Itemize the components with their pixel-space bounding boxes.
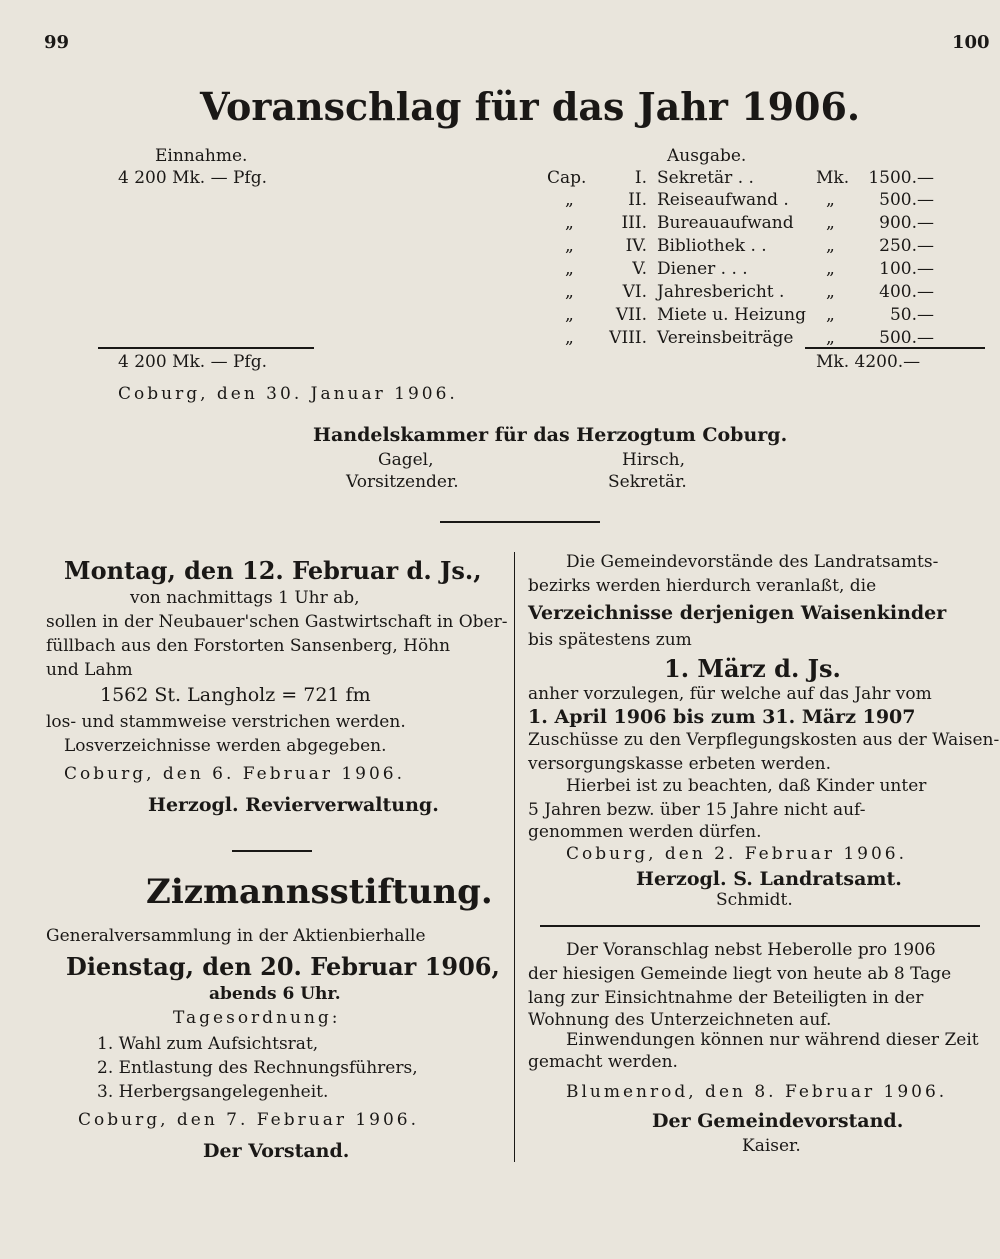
budget-place-date: Coburg, den 30. Januar 1906. (118, 384, 458, 404)
column-divider (514, 552, 515, 1162)
foundation-date: Dienstag, den 20. Februar 1906, (66, 952, 500, 981)
forest-place-date: Coburg, den 6. Februar 1906. (64, 764, 406, 784)
orphan-deadline: 1. März d. Js. (664, 654, 841, 683)
expense-amount: 500.— (879, 328, 934, 348)
right-divider (540, 925, 980, 927)
agenda-item: 3. Herbergsangelegenheit. (97, 1082, 329, 1102)
expense-prefix: „ (826, 305, 835, 325)
forest-line: und Lahm (46, 660, 133, 680)
agenda-item: 1. Wahl zum Aufsichtsrat, (97, 1034, 319, 1054)
forest-line: sollen in der Neubauer'schen Gastwirtschaft in Ober- (46, 612, 508, 632)
forest-line: Losverzeichnisse werden abgegeben. (64, 736, 387, 756)
expense-label: Vereinsbeiträge (657, 328, 794, 348)
expense-roman: I. (634, 168, 647, 188)
signer1-name: Gagel, (378, 450, 434, 470)
signer2-role: Sekretär. (608, 472, 687, 492)
foundation-title: Zizmannsstiftung. (146, 872, 493, 912)
ditto-mark: „ (565, 259, 574, 279)
expense-prefix: „ (826, 259, 835, 279)
expense-roman: VIII. (609, 328, 647, 348)
expense-total: Mk. 4200.— (816, 352, 921, 372)
expense-amount: 100.— (879, 259, 934, 279)
orphan-line: 5 Jahren bezw. über 15 Jahre nicht auf- (528, 800, 866, 820)
orphan-line: versorgungskasse erbeten werden. (528, 754, 832, 774)
orphan-signature: Herzogl. S. Landratsamt. (636, 868, 902, 890)
expense-prefix: Mk. (816, 168, 850, 188)
signer1-role: Vorsitzender. (346, 472, 459, 492)
expense-roman: V. (632, 259, 647, 279)
ditto-mark: „ (565, 305, 574, 325)
expense-roman: III. (621, 213, 647, 233)
budget-title: Voranschlag für das Jahr 1906. (200, 84, 861, 129)
expense-total-rule (805, 347, 985, 349)
orphan-line: bezirks werden hierdurch veranlaßt, die (528, 576, 877, 596)
ditto-mark: „ (565, 213, 574, 233)
expense-prefix: „ (826, 282, 835, 302)
orphan-period: 1. April 1906 bis zum 31. März 1907 (528, 706, 916, 728)
ditto-mark: „ (565, 236, 574, 256)
expense-prefix: „ (826, 236, 835, 256)
expense-roman: VII. (615, 305, 647, 325)
expense-prefix: „ (826, 213, 835, 233)
budget-notice-line: gemacht werden. (528, 1052, 678, 1072)
page-number-right: 100 (952, 32, 990, 53)
expense-label: Sekretär . . (657, 168, 754, 188)
orphan-heading: Verzeichnisse derjenigen Waisenkinder (528, 602, 947, 624)
expense-label: Bureauaufwand (657, 213, 794, 233)
expense-amount: 900.— (879, 213, 934, 233)
orphan-line: bis spätestens zum (528, 630, 692, 650)
forest-line: los- und stammweise verstrichen werden. (46, 712, 406, 732)
forest-line: füllbach aus den Forstorten Sansenberg, Höhn (46, 636, 451, 656)
income-heading: Einnahme. (155, 146, 248, 166)
budget-notice-place-date: Blumenrod, den 8. Februar 1906. (566, 1082, 948, 1102)
cap-label: Cap. (547, 168, 587, 188)
orphan-place-date: Coburg, den 2. Februar 1906. (566, 844, 908, 864)
orphan-line: genommen werden dürfen. (528, 822, 762, 842)
expense-label: Jahresbericht . (657, 282, 785, 302)
agenda-heading: Tagesordnung: (173, 1008, 341, 1028)
orphan-line: Zuschüsse zu den Verpflegungskosten aus der Waisen- (528, 730, 1000, 750)
orphan-line: anher vorzulegen, für welche auf das Jahr vom (528, 684, 932, 704)
foundation-time: abends 6 Uhr. (209, 984, 341, 1004)
expense-amount: 50.— (889, 305, 934, 325)
expense-label: Bibliothek . . (657, 236, 767, 256)
expense-label: Diener . . . (657, 259, 748, 279)
agenda-item: 2. Entlastung des Rechnungsführers, (97, 1058, 418, 1078)
budget-notice-signature: Der Gemeindevorstand. (652, 1110, 904, 1132)
budget-notice-line: Der Voranschlag nebst Heberolle pro 1906 (566, 940, 936, 960)
orphan-signer: Schmidt. (716, 890, 793, 910)
forest-signature: Herzogl. Revierverwaltung. (148, 794, 439, 816)
ditto-mark: „ (565, 328, 574, 348)
expense-roman: II. (628, 190, 647, 210)
expense-label: Reiseaufwand . (657, 190, 789, 210)
orphan-line: Hierbei ist zu beachten, daß Kinder unter (566, 776, 927, 796)
expense-roman: IV. (625, 236, 647, 256)
expense-amount: 400.— (879, 282, 934, 302)
budget-notice-signer: Kaiser. (742, 1136, 801, 1156)
expense-prefix: „ (826, 190, 835, 210)
expense-amount: 250.— (879, 236, 934, 256)
budget-notice-line: der hiesigen Gemeinde liegt von heute ab 8 Tage (528, 964, 952, 984)
budget-notice-line: Wohnung des Unterzeichneten auf. (528, 1010, 832, 1030)
expense-roman: VI. (622, 282, 647, 302)
forest-quantity: 1562 St. Langholz = 721 fm (100, 684, 371, 706)
orphan-line: Die Gemeindevorstände des Landratsamts- (566, 552, 939, 572)
foundation-place-date: Coburg, den 7. Februar 1906. (78, 1110, 420, 1130)
section-divider (440, 521, 600, 523)
chamber-name: Handelskammer für das Herzogtum Coburg. (313, 424, 788, 446)
foundation-assembly: Generalversammlung in der Aktienbierhalle (46, 926, 426, 946)
signer2-name: Hirsch, (622, 450, 685, 470)
expense-prefix: „ (826, 328, 835, 348)
foundation-signature: Der Vorstand. (203, 1140, 350, 1162)
expense-amount: 1500.— (868, 168, 934, 188)
expense-heading: Ausgabe. (667, 146, 747, 166)
income-total: 4 200 Mk. — Pfg. (118, 352, 268, 372)
expense-amount: 500.— (879, 190, 934, 210)
ditto-mark: „ (565, 282, 574, 302)
income-line: 4 200 Mk. — Pfg. (118, 168, 268, 188)
budget-notice-line: Einwendungen können nur während dieser Zeit (566, 1030, 979, 1050)
expense-label: Miete u. Heizung (657, 305, 807, 325)
budget-notice-line: lang zur Einsichtnahme der Beteiligten in der (528, 988, 924, 1008)
left-divider (232, 850, 312, 852)
forest-line: von nachmittags 1 Uhr ab, (130, 588, 360, 608)
page-number-left: 99 (44, 32, 70, 53)
ditto-mark: „ (565, 190, 574, 210)
forest-headline: Montag, den 12. Februar d. Js., (64, 556, 482, 585)
income-total-rule (98, 347, 314, 349)
